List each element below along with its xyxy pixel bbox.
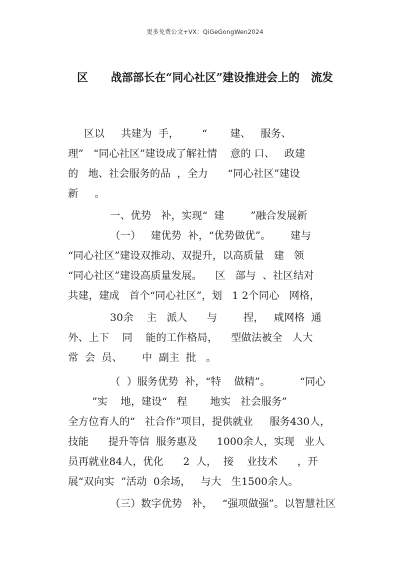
body-line: “同心社区”建设双推动、双提升，以高质量 建 领 [68,250,305,262]
body-line: 的 地、社会服务的品 ，全力 “同心社区”建设 [68,168,300,180]
body-line: （一） 建优势 补，“优势做优”。 建与 [110,230,311,242]
body-line: 理” “同心社区”建设成了解社情 意的 口、 政建 [68,148,306,160]
body-line: 全方位育人的“ 社合作”项目，提供就业 服务430人， [68,416,331,428]
document-title: 区 战部部长在“同心社区”建设推进会上的 流发 [76,71,334,84]
body-line: 30余 主 派人 与 捏， 咸网格 通 [110,312,322,324]
body-line: 共建，建成 首个“同心社区”，划 1 2个同心 网格， [68,290,321,302]
body-line: 新 。 [68,188,105,200]
body-line: “同心社区”建设高质量发展。 区 部与 、社区结对 [68,270,314,282]
promo-header: 更多免费公文+VX：QiGeGongWen2024 [146,29,264,36]
body-line: （ ）服务优势 补，“特 做精”。 “同心 [110,376,326,388]
body-line: 技能 提升等信 服务惠及 1000余人，实现 业人 [68,436,325,448]
body-line: （三）数字优势 补， “强项做强”。以智慧社区 [110,498,336,510]
body-line: 一、优势 补，实现“ 建 ”融合发展新 [110,210,308,222]
body-line: 员再就业84人，优化 2 人， 接 业技术 ，开 [68,456,318,468]
body-line: ”实 地，建设“ 程 地实 社会服务” [92,396,287,408]
body-line: 区以 共建为 手， “ 建、 服务、 [84,128,292,140]
body-line: 外、上下 同 能的工作格局， 型做法被全 人大 [68,332,313,344]
body-line: 展“双向实 ”活动 0余场， 与大 生1500余人。 [68,476,299,488]
body-line: 常 会 员、 中 副主 批 。 [68,352,217,364]
